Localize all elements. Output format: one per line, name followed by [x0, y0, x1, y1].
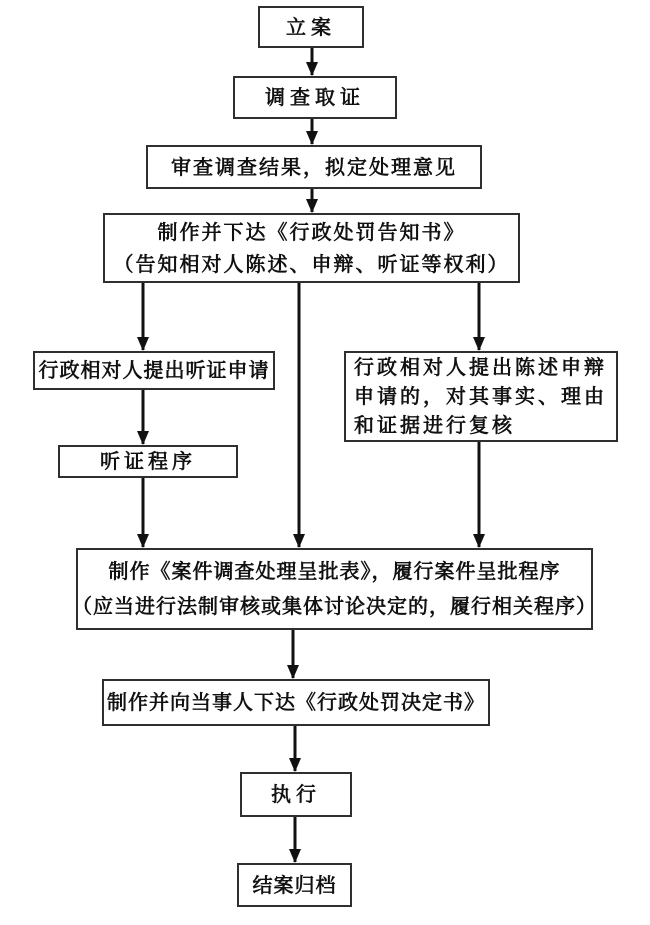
node-label: 执行 [271, 782, 321, 806]
node-hearing-request [33, 351, 275, 390]
node-label-line1: 制作并下达《行政处罚告知书》 [157, 220, 466, 244]
node-review-results [146, 145, 482, 189]
node-penalty-notice [103, 213, 520, 283]
node-hearing-procedure [58, 445, 238, 478]
node-label: 听证程序 [100, 449, 196, 473]
node-label: 行政相对人提出听证申请 [38, 358, 270, 382]
node-label-line1: 制作《案件调查处理呈批表》，履行案件呈批程序 [108, 559, 561, 583]
node-approval-form [72, 548, 597, 630]
node-label: 行政相对人提出陈述申辩申请的，对其事实、理由和证据进行复核 [354, 355, 607, 437]
node-label-line2: （告知相对人陈述、申辩、听证等权利） [113, 252, 510, 276]
node-statement-defense-review [344, 351, 618, 442]
node-case-closing-archive [237, 863, 352, 907]
node-label: 结案归档 [252, 872, 337, 897]
node-label: 审查调查结果，拟定处理意见 [171, 154, 457, 179]
node-label: 调查取证 [265, 85, 365, 109]
node-investigation-evidence [233, 76, 397, 119]
node-label-line2: （应当进行法制审核或集体讨论决定的，履行相关程序） [72, 594, 597, 618]
node-penalty-decision [102, 679, 490, 726]
node-case-filing [258, 6, 364, 48]
node-label: 立案 [286, 14, 336, 39]
node-label: 制作并向当事人下达《行政处罚决定书》 [107, 690, 485, 714]
node-execution [240, 772, 352, 817]
